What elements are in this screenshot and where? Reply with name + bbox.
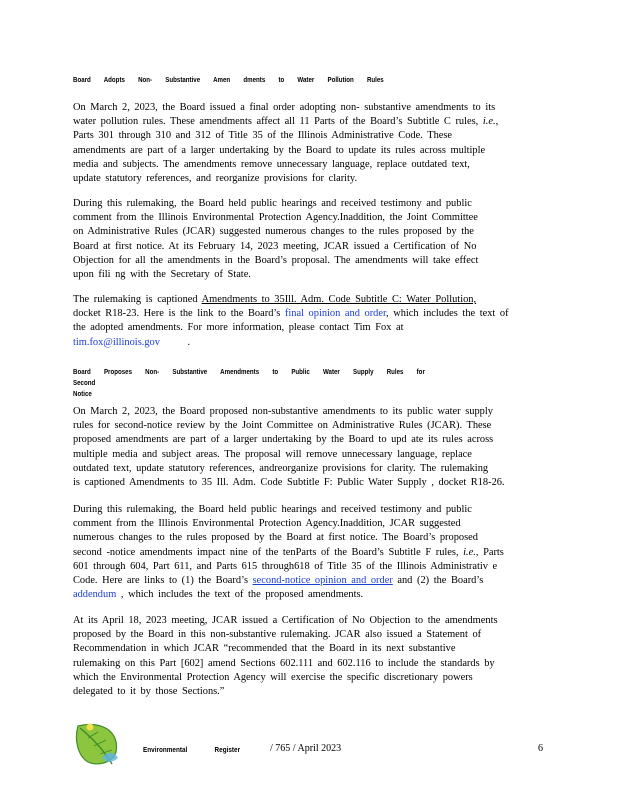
- paragraph-water-supply-proposal: [73, 405, 543, 490]
- text-line: During this rulemaking, the Board held public hearings and received testimony and public: [73, 198, 472, 209]
- text-line: 601 through 604, Part 611, and Parts 615 through618 of Title 35 of the Illinois Administrativ e: [73, 560, 498, 572]
- section-heading-water-pollution: Board Adopts Non- Substantive Amen dments to Water Pollution Rules: [73, 75, 384, 84]
- text-line: docket R18-23. Here is the link to the Board’s final opinion and order, which includes the text of: [73, 308, 509, 320]
- text-line: At its April 18, 2023 meeting, JCAR issued a Certification of No Objection to the amendments: [73, 615, 498, 626]
- text-line: On March 2, 2023, the Board issued a final order adopting non- substantive amendments to its: [73, 102, 496, 113]
- text-line: upon fili ng with the Secretary of State.: [73, 269, 251, 281]
- text-line: tim.fox@illinois.gov .: [73, 336, 191, 348]
- text-line: water pollution rules. These amendments affect all 11 Parts of the Board’s Subtitle C rules, i.e.,: [73, 116, 499, 128]
- text-line: update statutory references, and reorganize provisions for clarity.: [73, 173, 358, 185]
- page-footer: [0, 738, 618, 758]
- text-line: Parts 301 through 310 and 312 of Title 35 of the Illinois Administrative Code. These: [73, 130, 453, 142]
- text-line: on Administrative Rules (JCAR) suggested numerous changes to the rules proposed by the: [73, 226, 474, 238]
- text-line: which the Environmental Protection Agency will exercise the specific discretionary powers: [73, 671, 473, 683]
- text-line: Recommendation in which JCAR “recommended that the Board in its next substantive: [73, 643, 456, 655]
- email-link[interactable]: tim.fox@illinois.gov: [73, 336, 160, 348]
- text-line: delegated to it by those Sections.”: [73, 686, 225, 698]
- text-line: comment from the Illinois Environmental Protection Agency.Inaddition, JCAR suggested: [73, 518, 461, 530]
- text-line: Board at first notice. At its February 14, 2023 meeting, JCAR issued a Certification of No: [73, 240, 477, 252]
- footer-publication-title: Environmental Register: [143, 745, 241, 754]
- text-line: rules for second-notice review by the Joint Committee on Administrative Rules (JCAR). These: [73, 420, 492, 432]
- paragraph-water-adoption: [73, 101, 543, 186]
- text-line: The rulemaking is captioned Amendments to 35Ill. Adm. Code Subtitle C: Water Pollution,: [73, 294, 477, 305]
- text-line: Objection for all the amendments in the Board’s proposal. The amendments will take effect: [73, 254, 479, 266]
- paragraph-water-hearings: [73, 197, 543, 282]
- text-line: On March 2, 2023, the Board proposed non-substantive amendments to its public water supply: [73, 406, 493, 417]
- text-line: outdated text, update statutory references, andreorganize provisions for clarity. The rulemaking: [73, 462, 489, 474]
- caption-text: Amendments to 35Ill. Adm. Code Subtitle C: Water Pollution,: [201, 294, 477, 305]
- text-line: is captioned Amendments to 35 Ill. Adm. Code Subtitle F: Public Water Supply , docket R18-26.: [73, 477, 505, 489]
- text-line: second -notice amendments impact nine of the tenParts of the Board’s Subtitle F rules, i.e., Parts: [73, 546, 504, 558]
- text-line: amendments are part of a larger undertaking by the Board to update its rules across multiple: [73, 144, 486, 156]
- text-line: proposed amendments are part of a larger undertaking by the Board to upd ate its rules across: [73, 434, 494, 446]
- text-line: rulemaking on this Part [602] amend Sections 602.111 and 602.116 to include the standards by: [73, 657, 495, 669]
- final-opinion-link[interactable]: final opinion and order: [284, 308, 387, 320]
- text-line: media and subjects. The amendments remove unnecessary language, replace outdated text,: [73, 158, 470, 170]
- text-line: numerous changes to the rules proposed by the Board at first notice. The Board’s proposed: [73, 532, 478, 544]
- text-line: addendum , which includes the text of the proposed amendments.: [73, 589, 364, 601]
- paragraph-water-supply-hearings: [73, 503, 543, 602]
- addendum-link[interactable]: addendum: [73, 589, 117, 601]
- footer-issue: / 765 / April 2023: [270, 743, 342, 754]
- text-line: comment from the Illinois Environmental Protection Agency.Inaddition, the Joint Committee: [73, 212, 478, 224]
- paragraph-water-caption: [73, 293, 543, 350]
- text-line: During this rulemaking, the Board held public hearings and received testimony and public: [73, 504, 472, 515]
- section-heading-public-water-supply: Board Proposes Non- Substantive Amendments to Public Water Supply Rules for Second Notice: [73, 367, 425, 398]
- text-line: proposed by the Board in this non-substantive rulemaking. JCAR also issued a Statement of: [73, 629, 482, 641]
- text-line: the adopted amendments. For more information, please contact Tim Fox at: [73, 322, 404, 334]
- text-line: Code. Here are links to (1) the Board’s second-notice opinion and order and (2) the Board’s: [73, 575, 484, 587]
- text-line: multiple media and subject areas. The proposal will remove unnecessary language, replace: [73, 448, 472, 460]
- second-notice-link[interactable]: second-notice opinion and order: [252, 575, 393, 587]
- paragraph-jcar-certification: [73, 614, 543, 699]
- page-number: 6: [538, 743, 543, 754]
